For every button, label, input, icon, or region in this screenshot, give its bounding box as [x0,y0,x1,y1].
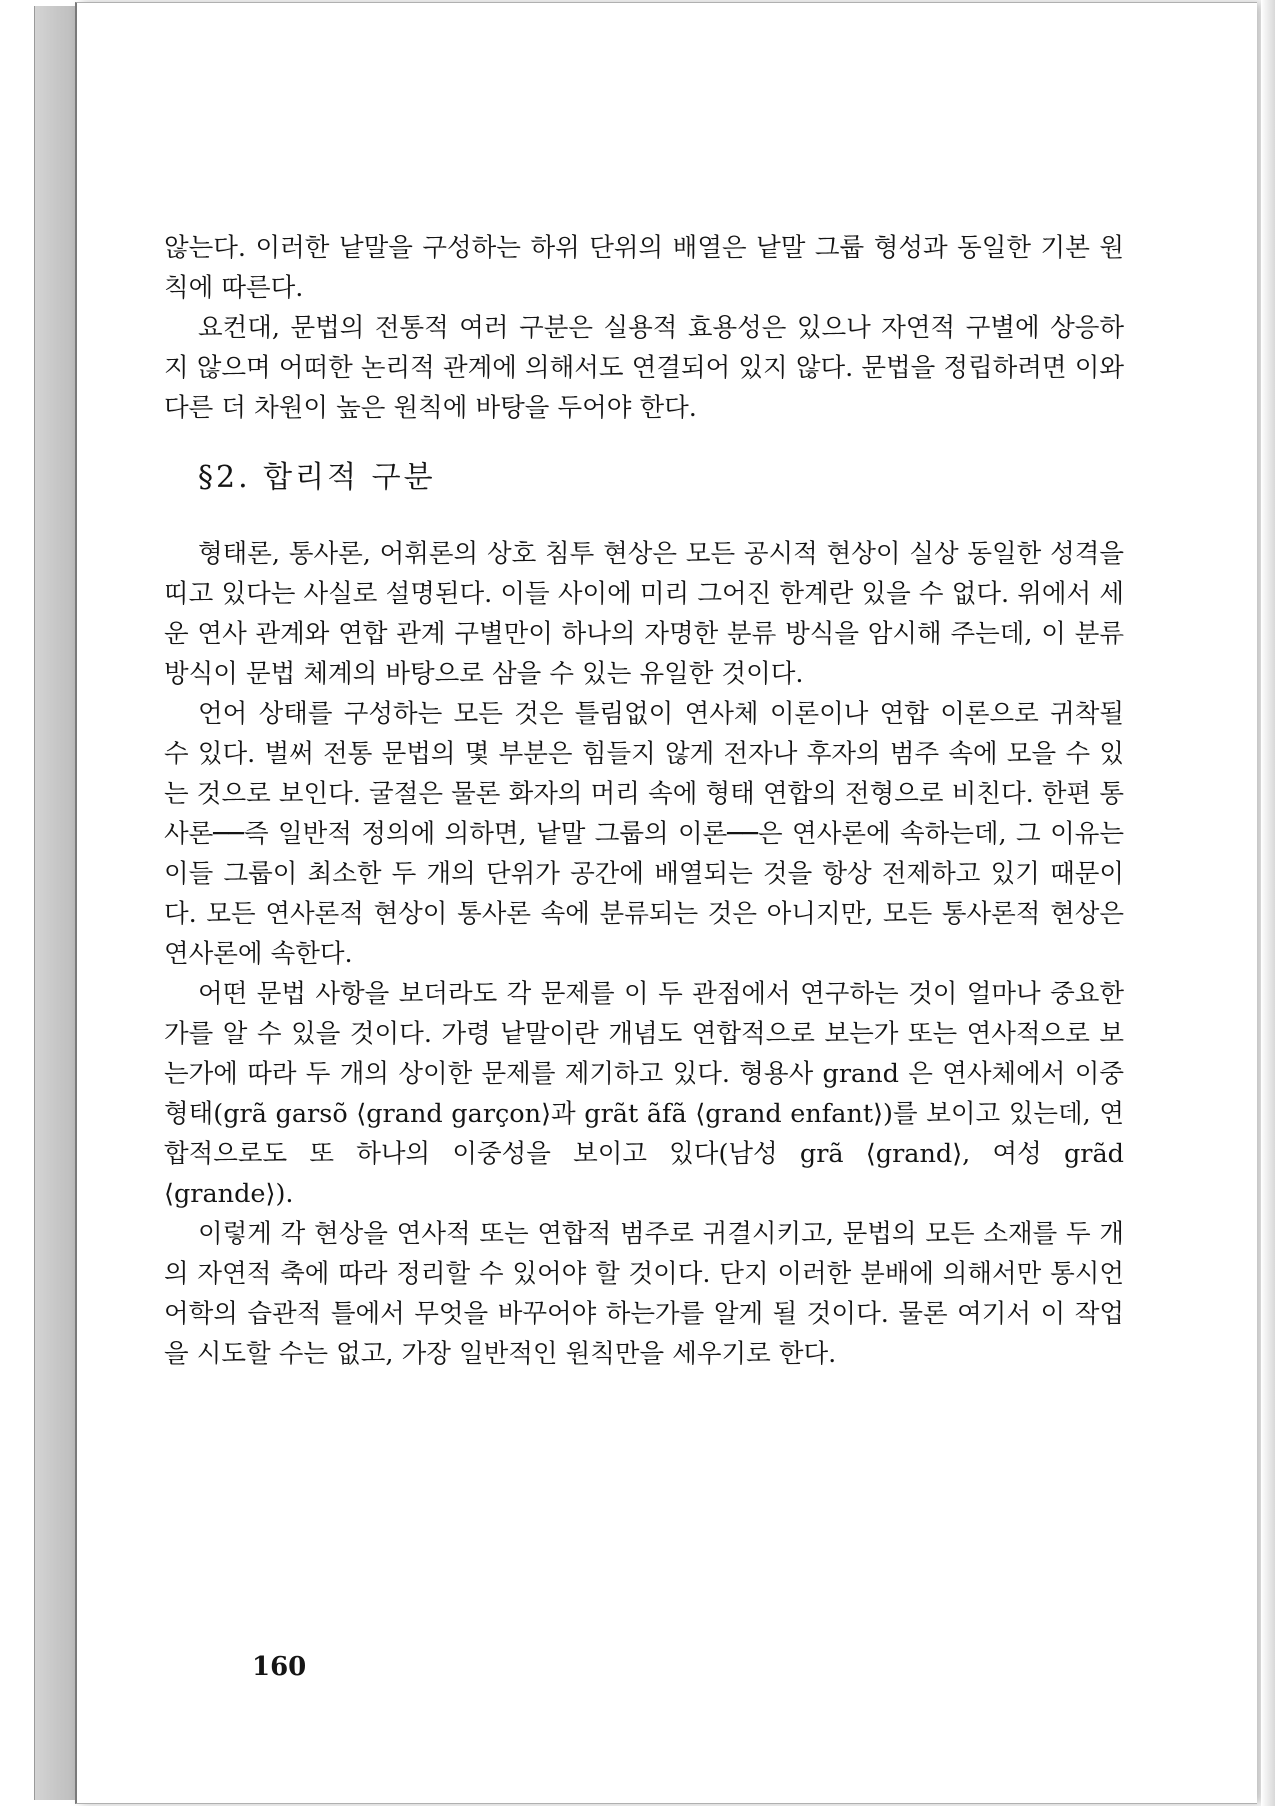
paragraph: 형태론, 통사론, 어휘론의 상호 침투 현상은 모든 공시적 현상이 실상 동일한 성격을 띠고 있다는 사실로 설명된다. 이들 사이에 미리 그어진 한계란 있을 수 없다. 위에서 세운 연사 관계와 연합 관계 구별만이 하나의 자명한 분류 방식을 암시해 주는데, 이 분류 방식이 문법 체계의 바탕으로 삼을 수 있는 유일한 것이다. [164,539,1124,689]
paragraph: 않는다. 이러한 낱말을 구성하는 하위 단위의 배열은 낱말 그룹 형성과 동일한 기본 원칙에 따른다. [164,233,1124,303]
paragraph: 이렇게 각 현상을 연사적 또는 연합적 범주로 귀결시키고, 문법의 모든 소재를 두 개의 자연적 축에 따라 정리할 수 있어야 할 것이다. 단지 이러한 분배에 의해서만 통시언어학의 습관적 틀에서 무엇을 바꾸어야 하는가를 알게 될 것이다. 물론 여기서 이 작업을 시도할 수는 없고, 가장 일반적인 원칙만을 세우기로 한다. [164,1219,1124,1369]
page-number: 160 [252,1652,307,1682]
page-body-text [164,228,1124,1374]
paragraph: 언어 상태를 구성하는 모든 것은 틀림없이 연사체 이론이나 연합 이론으로 귀착될 수 있다. 벌써 전통 문법의 몇 부분은 힘들지 않게 전자나 후자의 범주 속에 모을 수 있는 것으로 보인다. 굴절은 물론 화자의 머리 속에 형태 연합의 전형으로 비친다. 한편 통사론──즉 일반적 정의에 의하면, 낱말 그룹의 이론──은 연사론에 속하는데, 그 이유는 이들 그룹이 최소한 두 개의 단위가 공간에 배열되는 것을 항상 전제하고 있기 때문이다. 모든 연사론적 현상이 통사론 속에 분류되는 것은 아니지만, 모든 통사론적 현상은 연사론에 속한다. [164,699,1124,969]
section-heading: §2. 합리적 구분 [198,460,436,495]
paragraph: 어떤 문법 사항을 보더라도 각 문제를 이 두 관점에서 연구하는 것이 얼마나 중요한가를 알 수 있을 것이다. 가령 낱말이란 개념도 연합적으로 보는가 또는 연사적으로 보는가에 따라 두 개의 상이한 문제를 제기하고 있다. 형용사 grand 은 연사체에서 이중 형태(grã garsõ ⟨grand garçon⟩과 grãt ãfã ⟨grand enfant⟩)를 보이고 있는데, 연합적으로도 또 하나의 이중성을 보이고 있다(남성 grã ⟨grand⟩, 여성 grãd ⟨grande⟩). [164,979,1124,1209]
paragraph: 요컨대, 문법의 전통적 여러 구분은 실용적 효용성은 있으나 자연적 구별에 상응하지 않으며 어떠한 논리적 관계에 의해서도 연결되어 있지 않다. 문법을 정립하려면 이와 다른 더 차원이 높은 원칙에 바탕을 두어야 한다. [164,313,1124,423]
book-spine [34,6,77,1800]
page-edge-shadow [1261,0,1275,1806]
